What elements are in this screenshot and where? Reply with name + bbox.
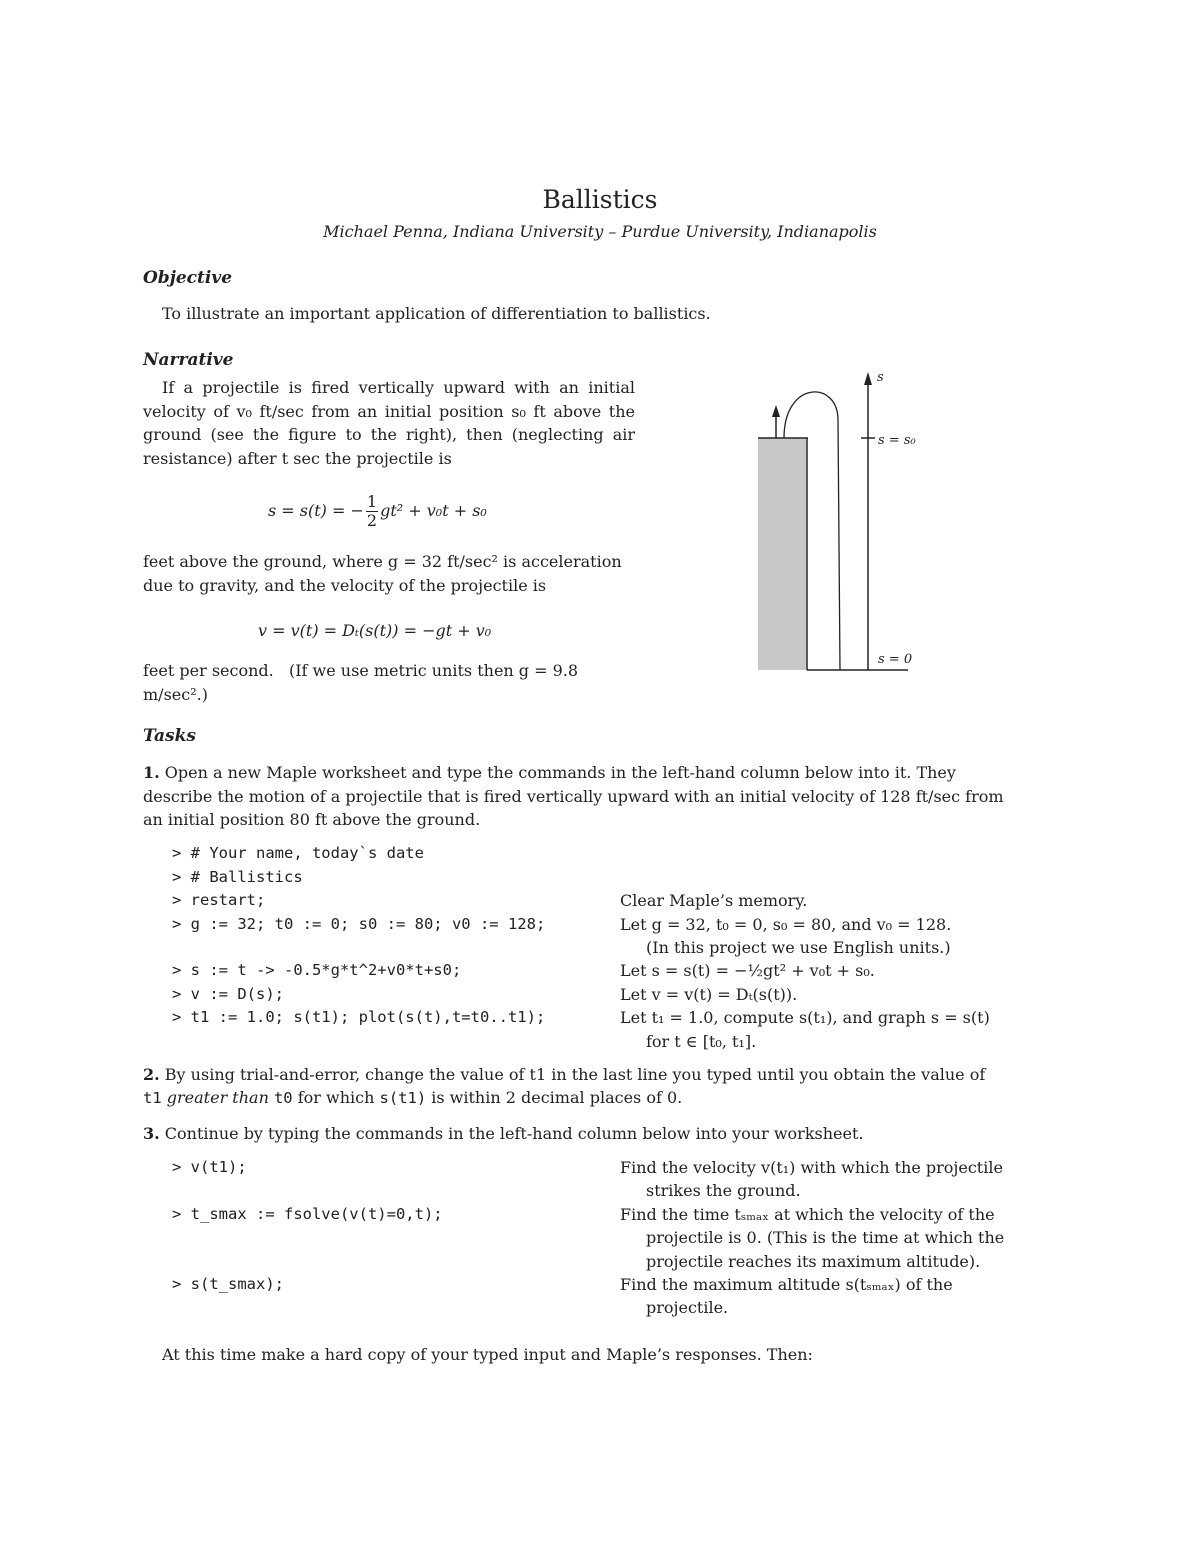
objective-text: To illustrate an important application of differentiation to ballistics. bbox=[162, 304, 711, 323]
task2-number: 2. bbox=[143, 1065, 160, 1084]
objective-heading: Objective bbox=[143, 268, 233, 288]
code-description: Clear Maple’s memory. bbox=[620, 891, 808, 910]
task1-number: 1. bbox=[143, 763, 160, 782]
code-description: strikes the ground. bbox=[646, 1181, 801, 1200]
closing-text: At this time make a hard copy of your typed input and Maple’s responses. Then: bbox=[162, 1345, 813, 1364]
tasks-heading: Tasks bbox=[143, 726, 196, 746]
inline-code: t0 bbox=[273, 1089, 293, 1107]
narrative-text-2b: due to gravity, and the velocity of the projectile is bbox=[143, 576, 547, 595]
code-line: > t_smax := fsolve(v(t)=0,t); bbox=[172, 1205, 443, 1223]
code-line: > t1 := 1.0; s(t1); plot(s(t),t=t0..t1); bbox=[172, 1008, 546, 1026]
task1-line1 bbox=[143, 761, 956, 784]
building bbox=[758, 438, 806, 670]
one-half-fraction bbox=[366, 493, 378, 530]
code-line: > restart; bbox=[172, 891, 266, 909]
task2-text: is within 2 decimal places of 0. bbox=[431, 1088, 683, 1107]
code-description: Let t₁ = 1.0, compute s(t₁), and graph s = s(t) bbox=[620, 1008, 990, 1027]
code-description: Find the maximum altitude s(tₛₘₐₓ) of the bbox=[620, 1275, 953, 1294]
narrative-text-2a: feet above the ground, where g = 32 ft/sec² is acceleration bbox=[143, 552, 622, 571]
task1-line3: an initial position 80 ft above the ground. bbox=[143, 810, 481, 829]
s-axis-arrowhead-icon bbox=[864, 372, 872, 385]
code-description: projectile is 0. (This is the time at which the bbox=[646, 1228, 1005, 1247]
code-line: > # Your name, today`s date bbox=[172, 844, 424, 862]
task2-text: By using trial-and-error, change the value of t1 in the last line you typed until you obtain the value of bbox=[164, 1065, 986, 1084]
task2-line1 bbox=[143, 1063, 985, 1086]
figure-label-s0: s = s₀ bbox=[878, 433, 916, 448]
code-description: Let v = v(t) = Dₜ(s(t)). bbox=[620, 985, 798, 1004]
code-line: > s := t -> -0.5*g*t^2+v0*t+s0; bbox=[172, 961, 462, 979]
code-line: > g := 32; t0 := 0; s0 := 80; v0 := 128; bbox=[172, 915, 546, 933]
code-description: Let g = 32, t₀ = 0, s₀ = 80, and v₀ = 128. bbox=[620, 915, 952, 934]
code-description: projectile reaches its maximum altitude). bbox=[646, 1252, 981, 1271]
narrative-text-3a: feet per second. (If we use metric units then g = 9.8 bbox=[143, 661, 579, 680]
task2-line2 bbox=[143, 1086, 682, 1110]
narrative-text-3b: m/sec².) bbox=[143, 685, 208, 704]
task3-text: Continue by typing the commands in the left-hand column below into your worksheet. bbox=[164, 1124, 864, 1143]
code-line: > # Ballistics bbox=[172, 868, 303, 886]
code-description: for t ∈ [t₀, t₁]. bbox=[646, 1032, 757, 1051]
inline-code: s(t1) bbox=[379, 1089, 427, 1107]
figure-label-ground: s = 0 bbox=[878, 652, 913, 667]
code-description: projectile. bbox=[646, 1298, 729, 1317]
emphasis: greater than bbox=[166, 1088, 269, 1107]
task1-line2: describe the motion of a projectile that is fired vertically upward with an initial velocity of 128 ft/sec from bbox=[143, 787, 1004, 806]
document-title: Ballistics bbox=[542, 185, 658, 214]
code-description: (In this project we use English units.) bbox=[646, 938, 951, 957]
code-description: Find the velocity v(t₁) with which the projectile bbox=[620, 1158, 1003, 1177]
code-line: > v := D(s); bbox=[172, 985, 284, 1003]
task2-text: for which bbox=[297, 1088, 375, 1107]
eq1-left: s = s(t) = − bbox=[268, 501, 364, 520]
code-line: > s(t_smax); bbox=[172, 1275, 284, 1293]
task3-number: 3. bbox=[143, 1124, 160, 1143]
frac-num: 1 bbox=[366, 492, 378, 511]
author-line: Michael Penna, Indiana University – Purdue University, Indianapolis bbox=[323, 222, 877, 241]
code-description: Find the time tₛₘₐₓ at which the velocity of the bbox=[620, 1205, 995, 1224]
inline-code: t1 bbox=[143, 1089, 162, 1107]
frac-den: 2 bbox=[366, 511, 378, 530]
eq1-right: gt² + v₀t + s₀ bbox=[380, 501, 487, 520]
projectile-figure bbox=[740, 360, 940, 680]
narrative-heading: Narrative bbox=[143, 350, 234, 370]
task1-text: Open a new Maple worksheet and type the commands in the left-hand column below into it. They bbox=[164, 763, 956, 782]
launch-arrowhead-icon bbox=[772, 405, 780, 417]
position-equation bbox=[268, 486, 487, 536]
figure-label-s: s bbox=[877, 370, 884, 385]
velocity-equation: v = v(t) = Dₜ(s(t)) = −gt + v₀ bbox=[258, 621, 492, 640]
code-line: > v(t1); bbox=[172, 1158, 247, 1176]
code-description: Let s = s(t) = −½gt² + v₀t + s₀. bbox=[620, 961, 875, 980]
narrative-paragraph: If a projectile is fired vertically upward with an initial velocity of v₀ ft/sec from an initial position s₀ ft above the ground (see the figure to the right), then (neglecting air resistance) after t sec the projectile is bbox=[143, 378, 635, 469]
task3-line1 bbox=[143, 1122, 863, 1145]
